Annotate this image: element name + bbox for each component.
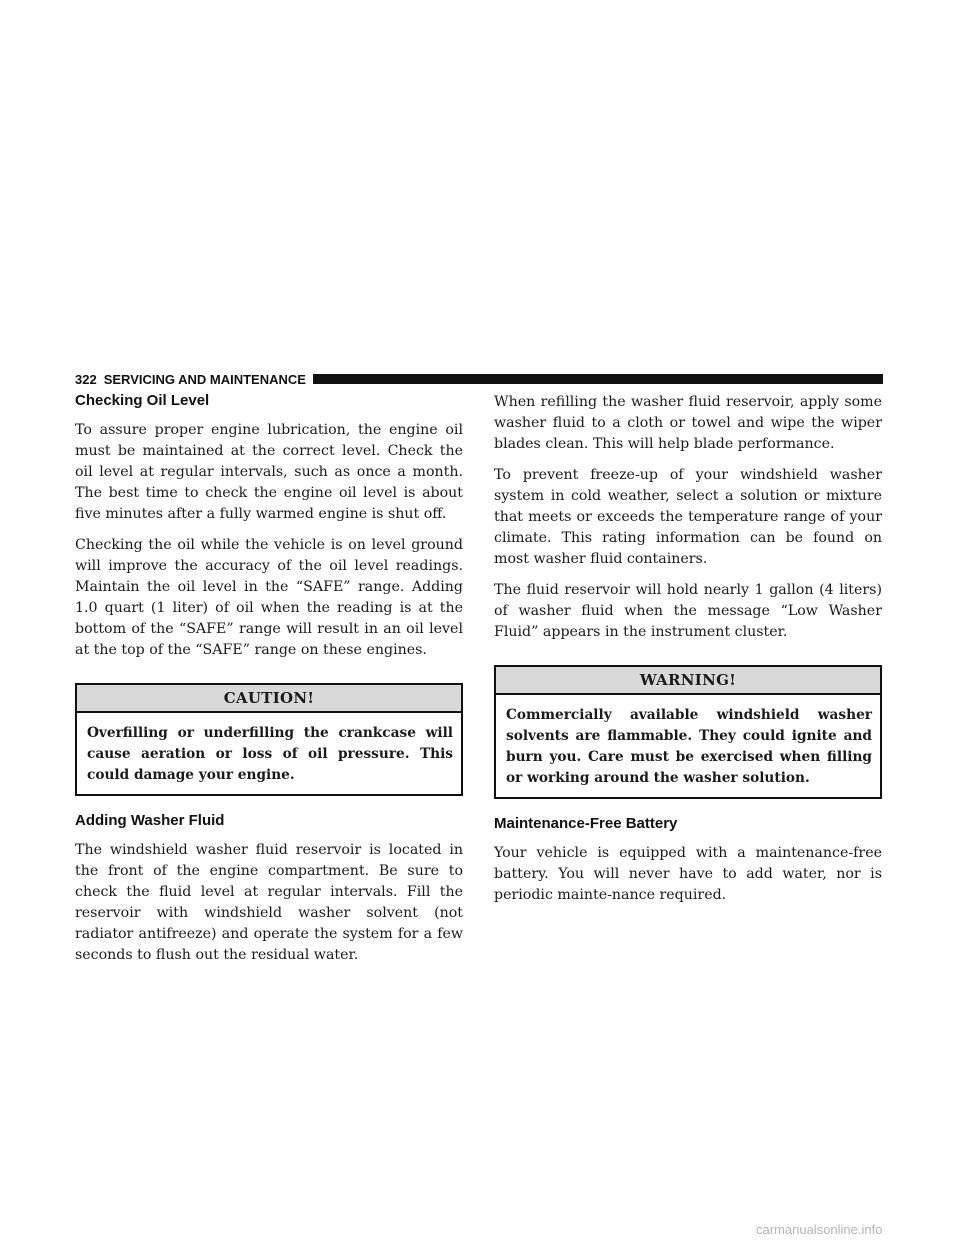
- right-column: [494, 392, 882, 916]
- header-rule: [313, 374, 883, 384]
- paragraph: To assure proper engine lubrication, the engine oil must be maintained at the correct level. Check the oil level at regular intervals, such as once a month. The best time to check the engine oil level is about five minutes after a fully warmed engine is shut off.: [75, 422, 463, 522]
- caution-text: Overfilling or underfilling the crankcase will cause aeration or loss of oil pressure. This could damage your engine.: [87, 725, 453, 783]
- heading-checking-oil-level: Checking Oil Level: [75, 392, 210, 409]
- paragraph: The fluid reservoir will hold nearly 1 gallon (4 liters) of washer fluid when the message “Low Washer Fluid” appears in the instrument cluster.: [494, 582, 882, 640]
- page-number: 322: [75, 371, 97, 387]
- paragraph: To prevent freeze-up of your windshield washer system in cold weather, select a solution or mixture that meets or exceeds the temperature range of your climate. This rating information can be found on most washer fluid containers.: [494, 467, 882, 567]
- warning-text: Commercially available windshield washer solvents are flammable. They could ignite and burn you. Care must be exercised when filling or working around the washer solution.: [506, 707, 872, 786]
- warning-box: [494, 665, 882, 799]
- left-column: [75, 392, 463, 976]
- caution-title: CAUTION!: [77, 685, 461, 713]
- caution-box: [75, 683, 463, 796]
- watermark: carmanualsonline.info: [756, 1222, 883, 1237]
- paragraph: When refilling the washer fluid reservoir, apply some washer fluid to a cloth or towel and wipe the wiper blades clean. This will help blade performance.: [494, 394, 882, 452]
- paragraph: Your vehicle is equipped with a maintenance-free battery. You will never have to add water, nor is periodic mainte-nance required.: [494, 845, 882, 903]
- page-header: [75, 370, 883, 388]
- paragraph: Checking the oil while the vehicle is on level ground will improve the accuracy of the oil level readings. Maintain the oil level in the “SAFE” range. Adding 1.0 quart (1 liter) of oil when the reading is at the bottom of the “SAFE” range will result in an oil level at the top of the “SAFE” range on these engines.: [75, 537, 463, 658]
- heading-maintenance-free-battery: Maintenance-Free Battery: [494, 815, 678, 832]
- heading-adding-washer-fluid: Adding Washer Fluid: [75, 812, 225, 829]
- section-title: SERVICING AND MAINTENANCE: [103, 371, 306, 387]
- paragraph: The windshield washer fluid reservoir is located in the front of the engine compartment. Be sure to check the fluid level at regular intervals. Fill the reservoir with windshield washer solvent (not radiator antifreeze) and operate the system for a few seconds to flush out the residual water.: [75, 842, 463, 963]
- warning-title: WARNING!: [496, 667, 880, 695]
